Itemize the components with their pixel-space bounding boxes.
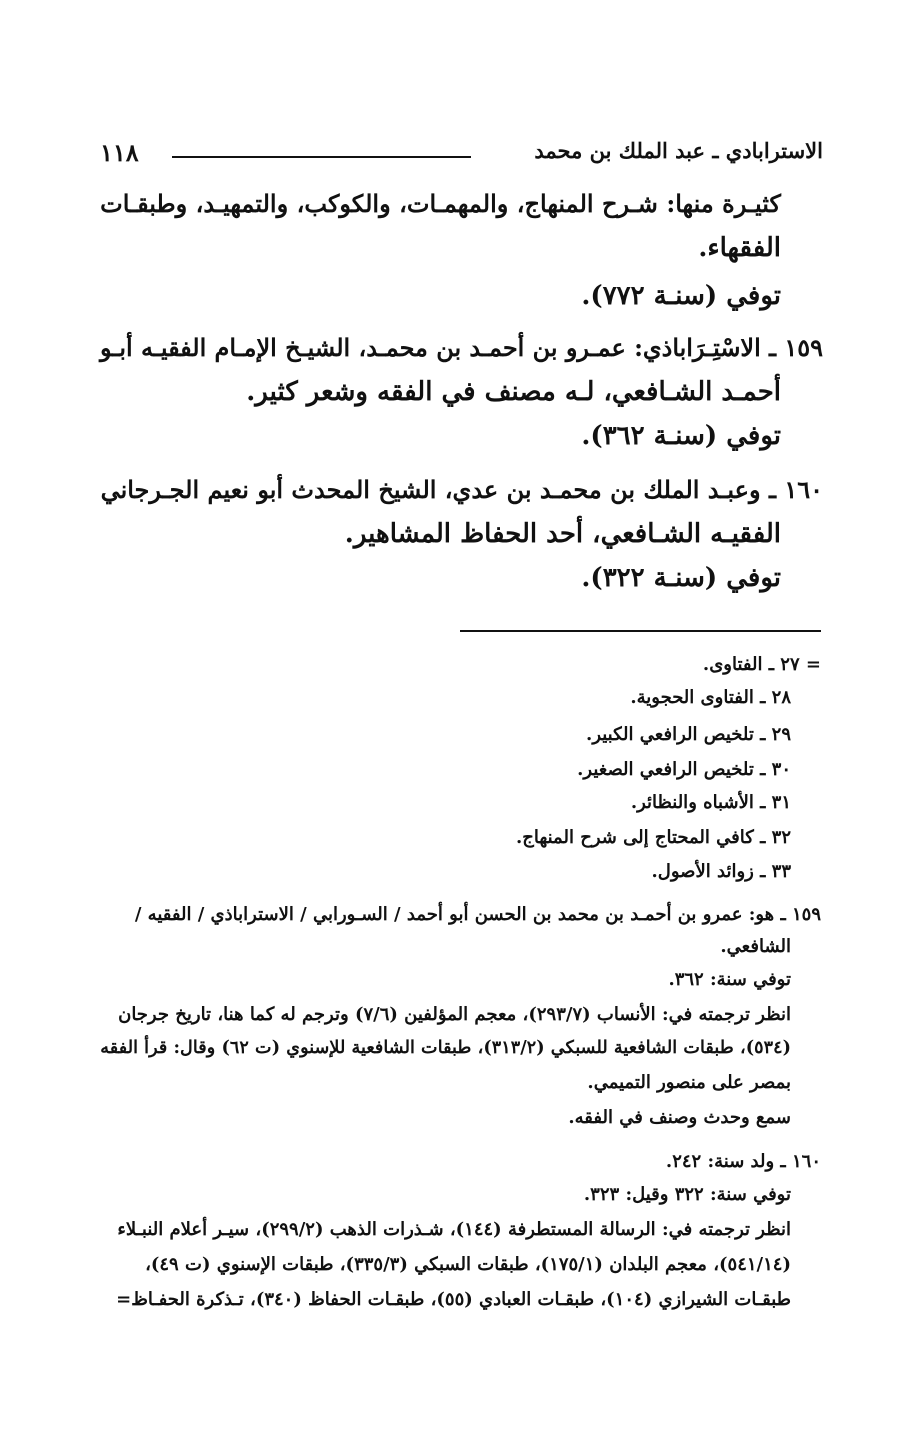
footnote-160-death: توفي سنة: ٣٢٢ وقيل: ٣٢٣. [583,1184,791,1205]
entry-160-line-2: الفقيـه الشـافعي، أحد الحفاظ المشاهير. [344,519,781,549]
header-rule [172,156,471,158]
footnote-line-3: ٢٩ ـ تلخيص الرافعي الكبير. [586,724,791,745]
footnote-159-refs-3: بمصر على منصور التميمي. [587,1072,791,1093]
footnote-159-refs-1: انظر ترجمته في: الأنساب (٢٩٣/٧)، معجم المؤلفين (٧/٦) وترجم له كما هنا، تاريخ جرجان [118,1004,791,1025]
footnote-160-line-1: ١٦٠ ـ ولد سنة: ٢٤٢. [665,1151,821,1172]
entry-159-line-1: ١٥٩ ـ الاسْتِـرَاباذي: عمـرو بن أحمـد بن محمـد، الشيـخ الإمـام الفقيـه أبـو [99,334,823,362]
body-line-2: الفقهاء. [698,233,781,263]
footnote-line-7: ٣٣ ـ زوائد الأصول. [651,861,791,882]
header-title: الاسترابادي ـ عبد الملك بن محمد [534,138,823,163]
entry-159-death: توفي (سنـة ٣٦٢). [581,421,781,451]
footnote-160-refs-2: (٥٤١/١٤)، معجم البلدان (١٧٥/١)، طبقات السبكي (٣٣٥/٣)، طبقات الإسنوي (ت ٤٩)، [145,1254,791,1275]
footnote-line-1: = ٢٧ ـ الفتاوى. [702,654,821,675]
entry-160-death: توفي (سنـة ٣٢٢). [581,563,781,593]
body-line-1: كثيـرة منها: شـرح المنهاج، والمهمـات، والكوكب، والتمهيـد، وطبقـات [100,189,781,218]
footnote-159-line-2: الشافعي. [720,936,791,957]
footnote-line-5: ٣١ ـ الأشباه والنظائر. [630,792,791,813]
running-header [100,136,823,176]
footnote-line-2: ٢٨ ـ الفتاوى الحجوية. [630,687,791,708]
footnote-160-refs-1: انظر ترجمته في: الرسالة المستطرفة (١٤٤)، شـذرات الذهب (٢٩٩/٢)، سيـر أعلام النبـلاء [117,1219,791,1240]
body-line-3: توفي (سنـة ٧٧٢). [581,281,781,311]
footnote-159-death: توفي سنة: ٣٦٢. [668,969,791,990]
footnote-159-refs-4: سمع وحدث وصنف في الفقه. [568,1107,791,1128]
footnote-separator [460,630,821,632]
page-number: ١١٨ [100,138,139,167]
footnote-159-line-1: ١٥٩ ـ هو: عمرو بن أحمـد بن محمد بن الحسن أبو أحمد / السـورابي / الاستراباذي / الفقيه / [134,904,821,925]
footnote-line-6: ٣٢ ـ كافي المحتاج إلى شرح المنهاج. [515,827,791,848]
footnote-159-refs-2: (٥٣٤)، طبقات الشافعية للسبكي (٣١٣/٢)، طبقات الشافعية للإسنوي (ت ٦٢) وقال: قرأ الفقه [100,1037,791,1058]
footnote-160-refs-3: طبقـات الشيرازي (١٠٤)، طبقـات العبادي (٥٥)، طبقـات الحفاظ (٣٤٠)، تـذكرة الحفـاظ= [116,1289,791,1310]
footnote-line-4: ٣٠ ـ تلخيص الرافعي الصغير. [577,759,791,780]
entry-159-line-2: أحمـد الشـافعي، لـه مصنف في الفقه وشعر كثير. [246,377,781,407]
entry-160-line-1: ١٦٠ ـ وعبـد الملك بن محمـد بن عدي، الشيخ المحدث أبو نعيم الجـرجاني [100,475,823,504]
